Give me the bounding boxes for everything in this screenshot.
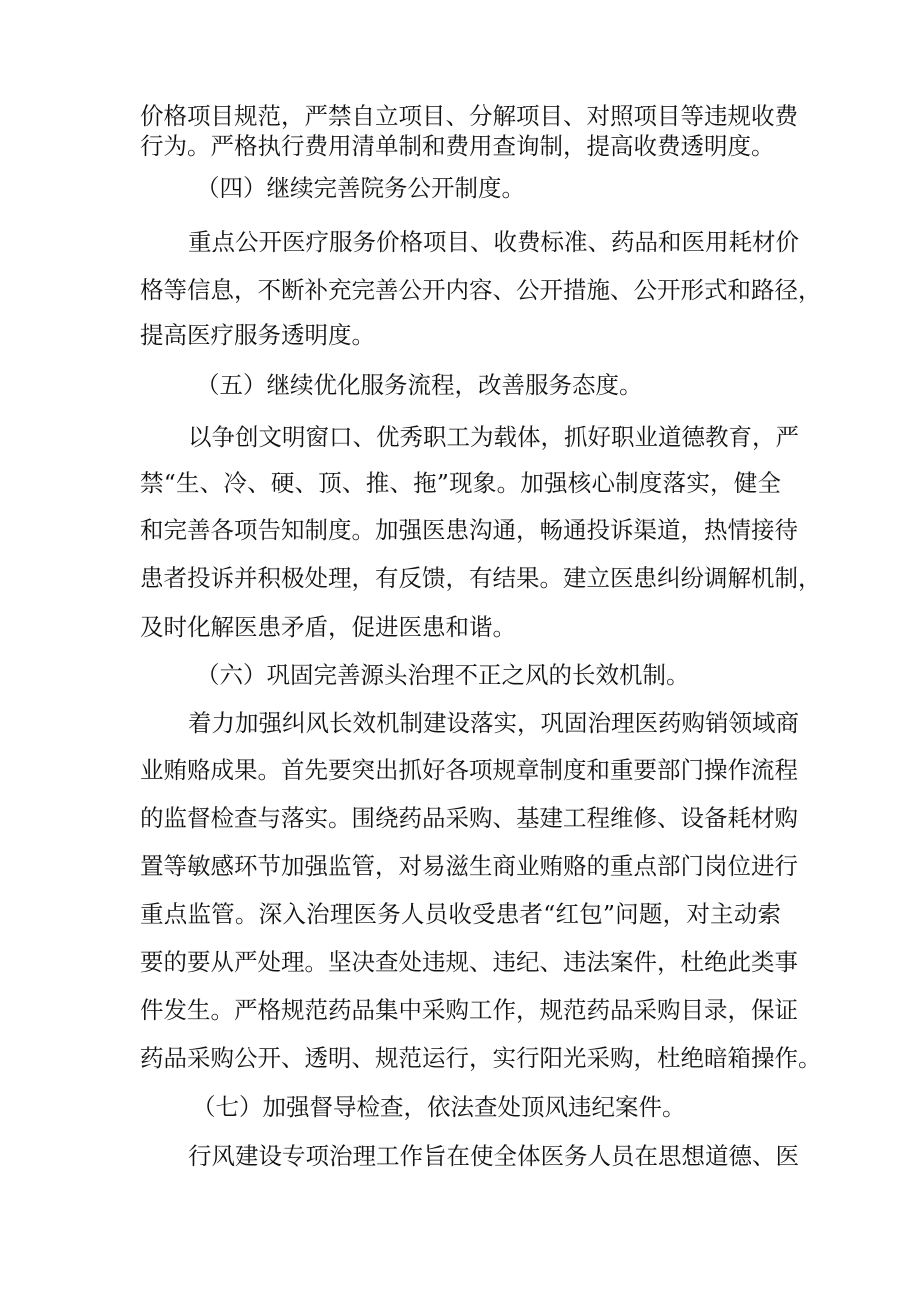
body-text-line: 行为。严格执行费用清单制和费用查询制，提高收费透明度。 xyxy=(140,132,775,160)
body-text-line: 业贿赂成果。首先要突出抓好各项规章制度和重要部门操作流程 xyxy=(140,756,798,784)
body-text-line: 和完善各项告知制度。加强医患沟通，畅通投诉渠道，热情接待 xyxy=(140,516,798,544)
body-text-line: 药品采购公开、透明、规范运行，实行阳光采购，杜绝暗箱操作。 xyxy=(140,1044,822,1072)
section-heading: （七）加强督导检查，依法查处顶风违纪案件。 xyxy=(192,1093,686,1121)
body-text-line: 患者投诉并积极处理，有反馈，有结果。建立医患纠纷调解机制， xyxy=(140,564,822,592)
body-text-line: 禁“生、冷、硬、顶、推、拖”现象。加强核心制度落实，健全 xyxy=(140,469,781,497)
body-text-line: 提高医疗服务透明度。 xyxy=(140,321,375,349)
body-text-line: 价格项目规范，严禁自立项目、分解项目、对照项目等违规收费 xyxy=(140,102,798,130)
section-heading: （五）继续优化服务流程，改善服务态度。 xyxy=(196,371,643,399)
body-text-line: 重点监管。深入治理医务人员收受患者“红包”问题，对主动索 xyxy=(140,900,781,928)
body-text-line: 置等敏感环节加强监管，对易滋生商业贿赂的重点部门岗位进行 xyxy=(140,852,798,880)
body-text-line: 重点公开医疗服务价格项目、收费标准、药品和医用耗材价 xyxy=(188,228,799,256)
body-text-line: 行风建设专项治理工作旨在使全体医务人员在思想道德、医 xyxy=(188,1142,799,1170)
section-heading: （四）继续完善院务公开制度。 xyxy=(196,174,525,202)
section-heading: （六）巩固完善源头治理不正之风的长效机制。 xyxy=(196,661,690,689)
body-text-line: 格等信息，不断补充完善公开内容、公开措施、公开形式和路径， xyxy=(140,276,822,304)
body-text-line: 的监督检查与落实。围绕药品采购、基建工程维修、设备耗材购 xyxy=(140,804,798,832)
body-text-line: 以争创文明窗口、优秀职工为载体，抓好职业道德教育，严 xyxy=(188,423,799,451)
body-text-line: 要的要从严处理。坚决查处违规、违纪、违法案件，杜绝此类事 xyxy=(140,948,798,976)
body-text-line: 及时化解医患矛盾，促进医患和谐。 xyxy=(140,613,516,641)
body-text-line: 件发生。严格规范药品集中采购工作，规范药品采购目录，保证 xyxy=(140,996,798,1024)
body-text-line: 着力加强纠风长效机制建设落实，巩固治理医药购销领域商 xyxy=(188,709,799,737)
